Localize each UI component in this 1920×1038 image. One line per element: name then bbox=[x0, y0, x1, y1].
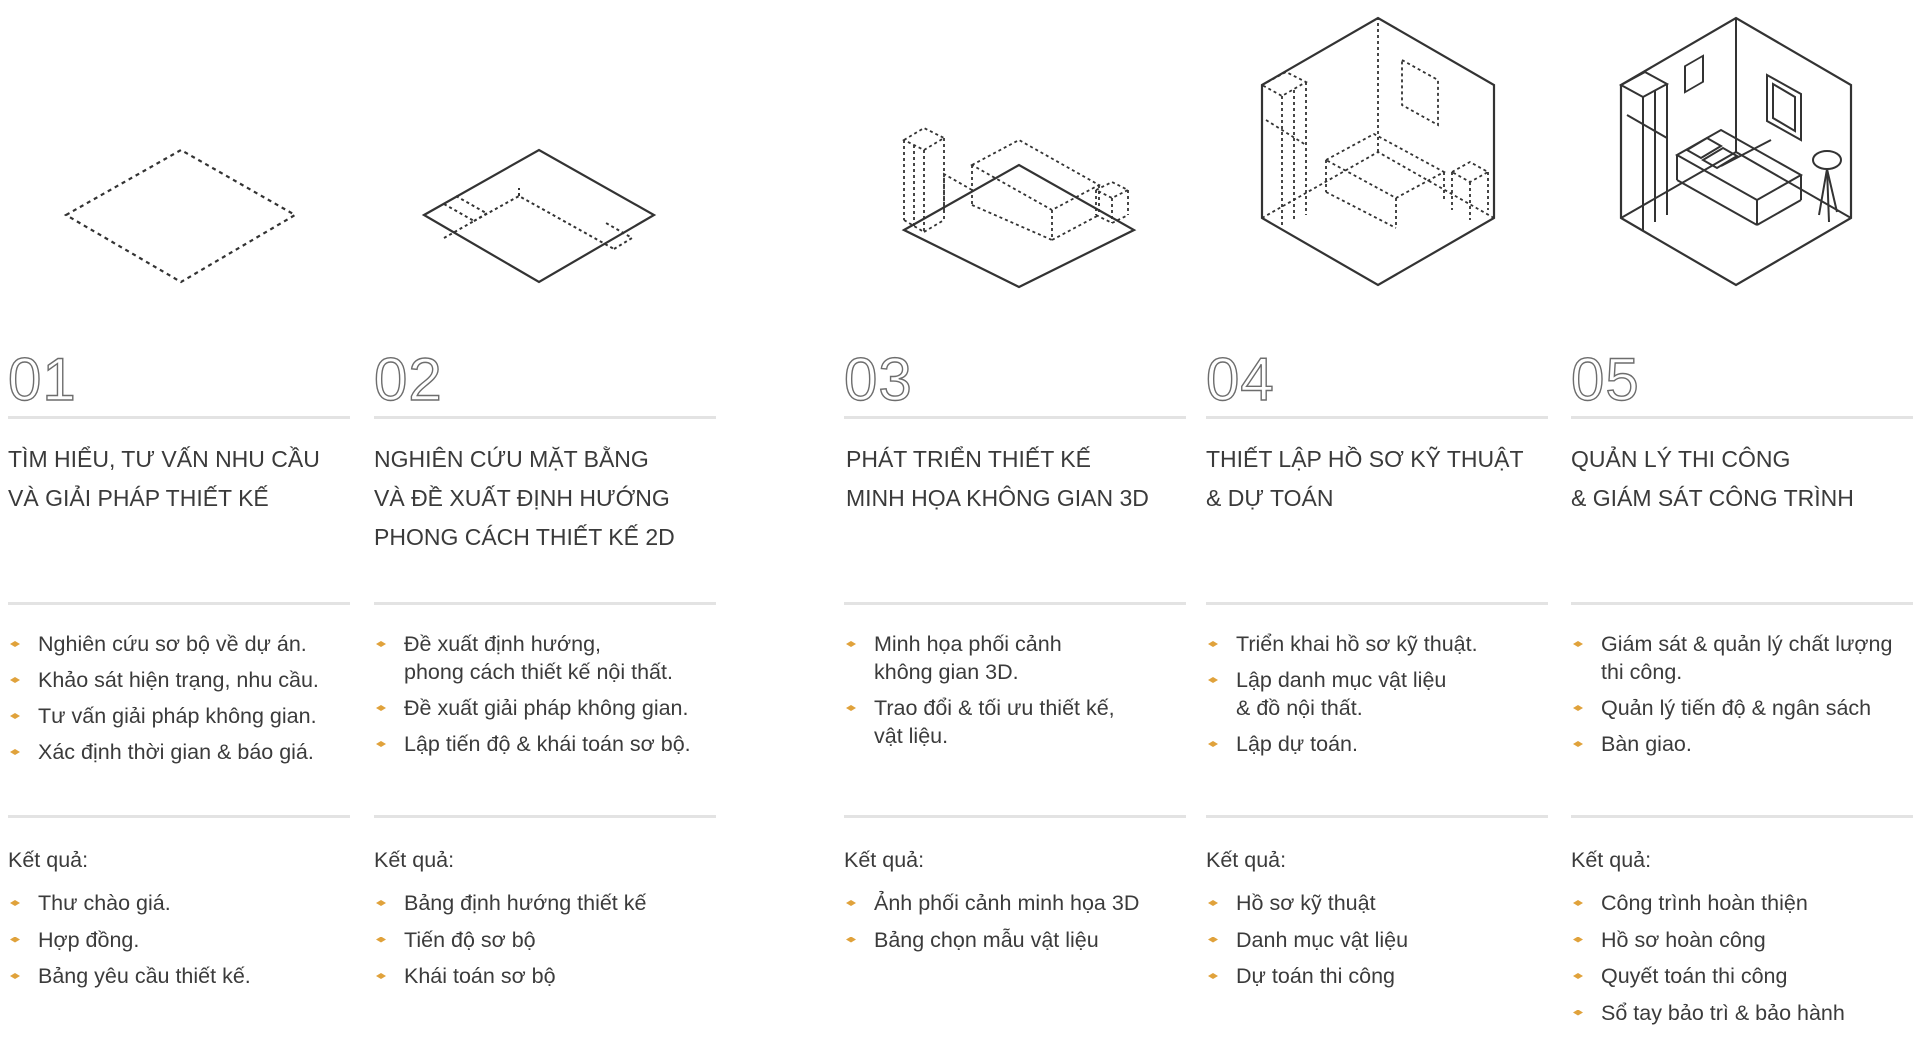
task-item: Đề xuất định hướng, phong cách thiết kế nội thất. bbox=[374, 630, 716, 686]
task-item: Nghiên cứu sơ bộ về dự án. bbox=[8, 630, 350, 658]
divider bbox=[8, 815, 350, 818]
empty-floor-illustration bbox=[8, 0, 350, 300]
step-number: 05 bbox=[1571, 346, 1640, 413]
result-label: Kết quả: bbox=[8, 848, 89, 872]
step-column-2 bbox=[374, 0, 716, 1038]
step-number: 03 bbox=[844, 346, 913, 413]
result-item: Dự toán thi công bbox=[1206, 962, 1548, 990]
step-title: PHÁT TRIỂN THIẾT KẾ MINH HỌA KHÔNG GIAN 3D bbox=[846, 446, 1149, 511]
step-title: QUẢN LÝ THI CÔNG & GIÁM SÁT CÔNG TRÌNH bbox=[1571, 446, 1854, 511]
divider bbox=[8, 602, 350, 605]
step-title: NGHIÊN CỨU MẶT BẰNG VÀ ĐỀ XUẤT ĐỊNH HƯỚNG PHONG CÁCH THIẾT KẾ 2D bbox=[374, 446, 675, 550]
task-item: Khảo sát hiện trạng, nhu cầu. bbox=[8, 666, 350, 694]
result-item: Hồ sơ kỹ thuật bbox=[1206, 889, 1548, 917]
result-item: Quyết toán thi công bbox=[1571, 962, 1913, 990]
divider bbox=[374, 815, 716, 818]
task-item: Lập danh mục vật liệu & đồ nội thất. bbox=[1206, 666, 1548, 722]
step-column-4 bbox=[1206, 0, 1548, 1038]
result-label: Kết quả: bbox=[1206, 848, 1287, 872]
divider bbox=[844, 602, 1186, 605]
finished-room-illustration bbox=[1571, 0, 1913, 300]
task-item: Triển khai hồ sơ kỹ thuật. bbox=[1206, 630, 1548, 658]
result-item: Bảng chọn mẫu vật liệu bbox=[844, 926, 1186, 954]
task-list bbox=[1206, 630, 1548, 766]
result-list bbox=[1206, 889, 1548, 999]
divider bbox=[844, 815, 1186, 818]
result-item: Bảng định hướng thiết kế bbox=[374, 889, 716, 917]
result-item: Tiến độ sơ bộ bbox=[374, 926, 716, 954]
result-item: Hồ sơ hoàn công bbox=[1571, 926, 1913, 954]
room-technical-illustration bbox=[1206, 0, 1548, 300]
result-item: Bảng yêu cầu thiết kế. bbox=[8, 962, 350, 990]
result-list bbox=[844, 889, 1186, 962]
furniture-3d-illustration bbox=[844, 0, 1186, 300]
divider bbox=[1571, 815, 1913, 818]
result-item: Ảnh phối cảnh minh họa 3D bbox=[844, 889, 1186, 917]
divider bbox=[1206, 815, 1548, 818]
result-label: Kết quả: bbox=[374, 848, 455, 872]
result-label: Kết quả: bbox=[844, 848, 925, 872]
task-item: Trao đổi & tối ưu thiết kế, vật liệu. bbox=[844, 694, 1186, 750]
task-item: Bàn giao. bbox=[1571, 730, 1913, 758]
task-list bbox=[1571, 630, 1913, 766]
result-item: Khái toán sơ bộ bbox=[374, 962, 716, 990]
step-number: 01 bbox=[8, 346, 77, 413]
result-list bbox=[1571, 889, 1913, 1035]
divider bbox=[374, 416, 716, 419]
step-column-3 bbox=[844, 0, 1186, 1038]
divider bbox=[1571, 602, 1913, 605]
divider bbox=[1206, 416, 1548, 419]
result-label: Kết quả: bbox=[1571, 848, 1652, 872]
floor-plan-illustration bbox=[374, 0, 716, 300]
step-title: THIẾT LẬP HỒ SƠ KỸ THUẬT & DỰ TOÁN bbox=[1206, 446, 1524, 511]
step-column-5 bbox=[1571, 0, 1913, 1038]
task-item: Minh họa phối cảnh không gian 3D. bbox=[844, 630, 1186, 686]
result-item: Hợp đồng. bbox=[8, 926, 350, 954]
divider bbox=[8, 416, 350, 419]
task-item: Tư vấn giải pháp không gian. bbox=[8, 702, 350, 730]
task-list bbox=[844, 630, 1186, 758]
task-item: Quản lý tiến độ & ngân sách bbox=[1571, 694, 1913, 722]
task-list bbox=[374, 630, 716, 766]
result-item: Sổ tay bảo trì & bảo hành bbox=[1571, 999, 1913, 1027]
result-list bbox=[374, 889, 716, 999]
divider bbox=[1206, 602, 1548, 605]
divider bbox=[844, 416, 1186, 419]
result-item: Danh mục vật liệu bbox=[1206, 926, 1548, 954]
task-item: Lập dự toán. bbox=[1206, 730, 1548, 758]
step-number: 02 bbox=[374, 346, 443, 413]
divider bbox=[374, 602, 716, 605]
result-item: Thư chào giá. bbox=[8, 889, 350, 917]
divider bbox=[1571, 416, 1913, 419]
task-list bbox=[8, 630, 350, 774]
step-number: 04 bbox=[1206, 346, 1275, 413]
task-item: Giám sát & quản lý chất lượng thi công. bbox=[1571, 630, 1913, 686]
result-list bbox=[8, 889, 350, 999]
task-item: Xác định thời gian & báo giá. bbox=[8, 738, 350, 766]
task-item: Đề xuất giải pháp không gian. bbox=[374, 694, 716, 722]
step-column-1 bbox=[8, 0, 350, 1038]
task-item: Lập tiến độ & khái toán sơ bộ. bbox=[374, 730, 716, 758]
step-title: TÌM HIỂU, TƯ VẤN NHU CẦU VÀ GIẢI PHÁP THIẾT KẾ bbox=[8, 446, 320, 511]
result-item: Công trình hoàn thiện bbox=[1571, 889, 1913, 917]
